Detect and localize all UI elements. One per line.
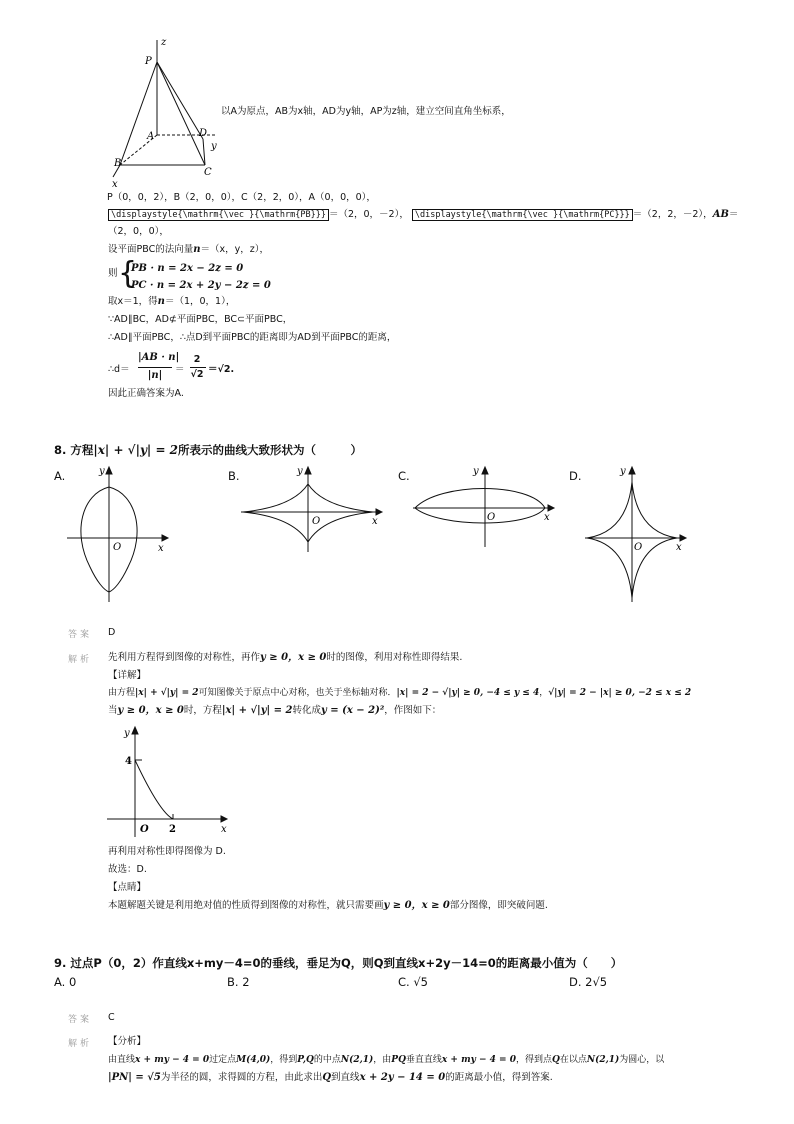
ab-value: （2，0，0）， [108, 226, 169, 237]
q9-analysis-2 [108, 1072, 553, 1084]
q8-d2b: 时，方程 [183, 705, 222, 716]
dist-fraction-bar [138, 367, 172, 368]
q8-option-b-graph[interactable] [238, 462, 388, 562]
q8-stem [54, 443, 362, 457]
q8-d2m1: y ≥ 0，x ≥ 0 [117, 705, 184, 716]
q8-a1b: 时的图像，利用对称性即得结果. [326, 652, 463, 663]
q9-l2c: 的距离最小值，得到答案. [445, 1072, 553, 1083]
q8-d1m2: |x| = 2 − √|y| ≥ 0, −4 ≤ y ≤ 4 [396, 688, 540, 698]
q9-l1m8: N(2,1) [586, 1055, 620, 1065]
q9-fenxi-heading: 【分析】 [108, 1036, 147, 1047]
q8-comment-heading: 【点睛】 [108, 882, 147, 893]
q8-d2c: 转化成 [292, 705, 321, 716]
dist-den: |n| [147, 370, 163, 381]
q9-l2b: 到直线 [331, 1072, 360, 1083]
q9-l1m2: M(4,0) [236, 1055, 271, 1065]
p7-coords: P（0，0，2），B（2，0，0），C（2，2，0），A（0，0，0）， [107, 192, 376, 203]
label-d: D [199, 128, 208, 139]
q9-l1d: 的中点 [313, 1055, 341, 1065]
q9-option-c[interactable]: C. √5 [398, 975, 428, 989]
q8-detail-graph [105, 722, 235, 842]
then-label: 则 [108, 268, 118, 279]
q9-l1b: 过定点 [209, 1055, 237, 1065]
ab-vector: AB [712, 209, 729, 220]
q9-option-b[interactable]: B. 2 [227, 975, 250, 989]
p7-intro: 以A为原点，AB为x轴，AD为y轴，AP为z轴，建立空间直角坐标系， [221, 106, 511, 117]
pc-raw-latex-box: \displaystyle{\mathrm{\vec }{\mathrm{PC}}} [412, 209, 633, 221]
normal-value: ＝（x，y，z）， [200, 244, 269, 255]
label-x: x [112, 179, 118, 190]
p7-normal-line [108, 244, 269, 256]
q9-l2a: 为半径的圆，求得圆的方程，由此求出 [160, 1072, 323, 1083]
q8-c1a: 本题解题关键是利用绝对值的性质得到图像的对称性，就只需要画 [108, 900, 384, 911]
q8-option-a-graph[interactable] [62, 462, 172, 612]
p7-because: ∵AD∥BC，AD⊄平面PBC，BC⊂平面PBC， [108, 314, 293, 325]
q9-l1h: 在以点 [559, 1055, 587, 1065]
q8-detail-heading: 【详解】 [108, 670, 147, 681]
label-c: C [204, 167, 212, 178]
q8-d1a: 由方程 [108, 688, 136, 698]
p7-therefore: ∴AD∥平面PBC，∴点D到平面PBC的距离即为AD到平面PBC的距离， [108, 332, 397, 343]
q8-a1a: 先利用方程得到图像的对称性，再作 [108, 652, 261, 663]
take-n: n [157, 296, 165, 307]
dist-fraction-bar-2 [190, 367, 206, 368]
label-a: A [147, 131, 155, 142]
q8-d2m3: y = (x − 2)² [320, 705, 385, 716]
q8-option-d-label[interactable]: D. [569, 469, 582, 483]
p7-take-line [108, 296, 235, 308]
axis-y: y [473, 466, 479, 477]
q8-summary-1: 再利用对称性即得图像为 D. [108, 846, 226, 857]
take-text: 取x＝1，得 [108, 296, 158, 307]
ab-eq: ＝ [728, 209, 739, 220]
normal-text: 设平面PBC的法向量 [108, 244, 194, 255]
label-z: z [161, 37, 167, 48]
q8-d2m2: |x| + √|y| = 2 [221, 705, 293, 716]
q9-l1m6: x + my − 4 = 0 [441, 1055, 516, 1065]
q9-number: 9. [54, 956, 67, 970]
axis-x: x [158, 543, 164, 554]
axis-x: x [221, 824, 227, 835]
q9-l1f: 垂直直线 [405, 1055, 442, 1065]
system-eq-2: PC · n = 2x + 2y − 2z = 0 [131, 280, 271, 291]
axis-y: y [99, 466, 105, 477]
origin: O [634, 542, 643, 553]
q9-stem [54, 956, 622, 970]
normal-n: n [193, 244, 201, 255]
q8-option-c-graph[interactable] [410, 462, 560, 552]
q9-analysis-label: 解析 [68, 1039, 93, 1049]
tick-4: 4 [125, 756, 132, 767]
q9-answer: C [108, 1012, 115, 1023]
axis-x: x [372, 516, 378, 527]
pb-raw-latex-box: \displaystyle{\mathrm{\vec }{\mathrm{PB}}} [108, 209, 329, 221]
q8-d1b: 可知图像关于原点中心对称，也关于坐标轴对称． [198, 688, 397, 698]
q9-stem-text: 过点P（0，2）作直线x+my－4=0的垂线，垂足为Q，则Q到直线x+2y－14=0的距离最小值为（ ） [70, 956, 623, 970]
q8-detail-1: 由方程|x| + √|y| = 2可知图像关于原点中心对称，也关于坐标轴对称．|x| = 2 − √|y| ≥ 0, −4 ≤ y ≤ 4，√|y| = 2 − |x| ≥ 0, −2 ≤ x ≤ 2 [108, 688, 692, 698]
q8-d2d: ，作图如下： [384, 705, 442, 716]
q8-d1m3: √|y| = 2 − |x| ≥ 0, −2 ≤ x ≤ 2 [548, 688, 692, 698]
q9-analysis-1 [108, 1054, 664, 1066]
q8-detail-2 [108, 705, 441, 717]
q9-option-d[interactable]: D. 2√5 [569, 975, 608, 989]
dist-den2: √2 [190, 369, 204, 380]
q9-answer-label: 答案 [68, 1015, 93, 1025]
q8-a1m: y ≥ 0，x ≥ 0 [260, 652, 327, 663]
q9-l2m3: x + 2y − 14 = 0 [359, 1072, 446, 1083]
q8-option-d-graph[interactable] [582, 462, 692, 607]
q8-analysis-1 [108, 652, 462, 664]
q9-l2m1: |PN| = √5 [108, 1072, 161, 1083]
q8-comment-1 [108, 900, 548, 912]
q9-l1a: 由直线 [108, 1055, 136, 1065]
q9-l2m2: Q [322, 1072, 332, 1083]
q8-d1m1: |x| + √|y| = 2 [135, 688, 199, 698]
q9-l1m3: P,Q [297, 1055, 314, 1065]
q8-option-b-label[interactable]: B. [228, 469, 240, 483]
q9-l1c: ，得到 [270, 1055, 298, 1065]
axis-x: x [676, 542, 682, 553]
label-y: y [211, 141, 217, 152]
system-eq-1: PB · n = 2x − 2z = 0 [131, 263, 244, 274]
q9-l1e: ，由 [373, 1055, 392, 1065]
q8-summary-2: 故选：D. [108, 864, 147, 875]
q9-l1g: ，得到点 [516, 1055, 553, 1065]
q8-stem-a: 方程 [70, 443, 94, 457]
axis-x: x [544, 512, 550, 523]
q9-l1m5: PQ [391, 1055, 406, 1065]
q8-option-c-label[interactable]: C. [398, 469, 410, 483]
pb-value: ＝（2，0，－2）， [328, 209, 409, 220]
q8-stem-b: 所表示的曲线大致形状为（ ） [178, 443, 363, 457]
origin: O [487, 512, 496, 523]
axis-y: y [620, 466, 626, 477]
tick-2: 2 [169, 824, 176, 835]
p7-conclusion: 因此正确答案为A. [108, 388, 184, 399]
pb-edge [120, 62, 157, 165]
origin: O [113, 542, 122, 553]
q9-l1i: 为圆心，以 [619, 1055, 665, 1065]
q9-l1m7: Q [552, 1055, 560, 1065]
label-b: B [114, 158, 122, 169]
dist-result: ＝√2. [208, 364, 235, 375]
q8-d2a: 当 [108, 705, 118, 716]
axis-y: y [297, 466, 303, 477]
q9-l1m4: N(2,1) [340, 1055, 374, 1065]
label-p: P [145, 56, 152, 67]
q8-number: 8. [54, 443, 67, 457]
origin: O [140, 824, 149, 835]
dist-eq: ＝ [175, 364, 185, 375]
system-brace: { [118, 256, 138, 291]
axis-y: y [124, 728, 130, 739]
q8-answer: D [108, 627, 116, 638]
origin: O [312, 516, 321, 527]
q8-c1m: y ≥ 0，x ≥ 0 [383, 900, 450, 911]
pyramid-figure [105, 35, 230, 190]
dist-num: |AB · n| [138, 352, 180, 363]
q8-answer-label: 答案 [68, 630, 93, 640]
p7-vectors-line [108, 209, 738, 221]
q8-option-a-label[interactable]: A. [54, 469, 66, 483]
q9-option-a[interactable]: A. 0 [54, 975, 77, 989]
q8-c1b: 部分图像，即突破问题. [449, 900, 548, 911]
pd-edge [157, 62, 203, 139]
q8-stem-math: |x| + √|y| = 2 [93, 443, 179, 457]
pc-value: ＝（2，2，－2）， [632, 209, 713, 220]
q9-l1m1: x + my − 4 = 0 [135, 1055, 210, 1065]
take-value: ＝（1，0，1）， [164, 296, 236, 307]
q8-analysis-label: 解析 [68, 655, 93, 665]
dist-prefix: ∴d＝ [108, 364, 130, 375]
pc-edge [157, 62, 208, 165]
dist-num2: 2 [193, 354, 201, 365]
